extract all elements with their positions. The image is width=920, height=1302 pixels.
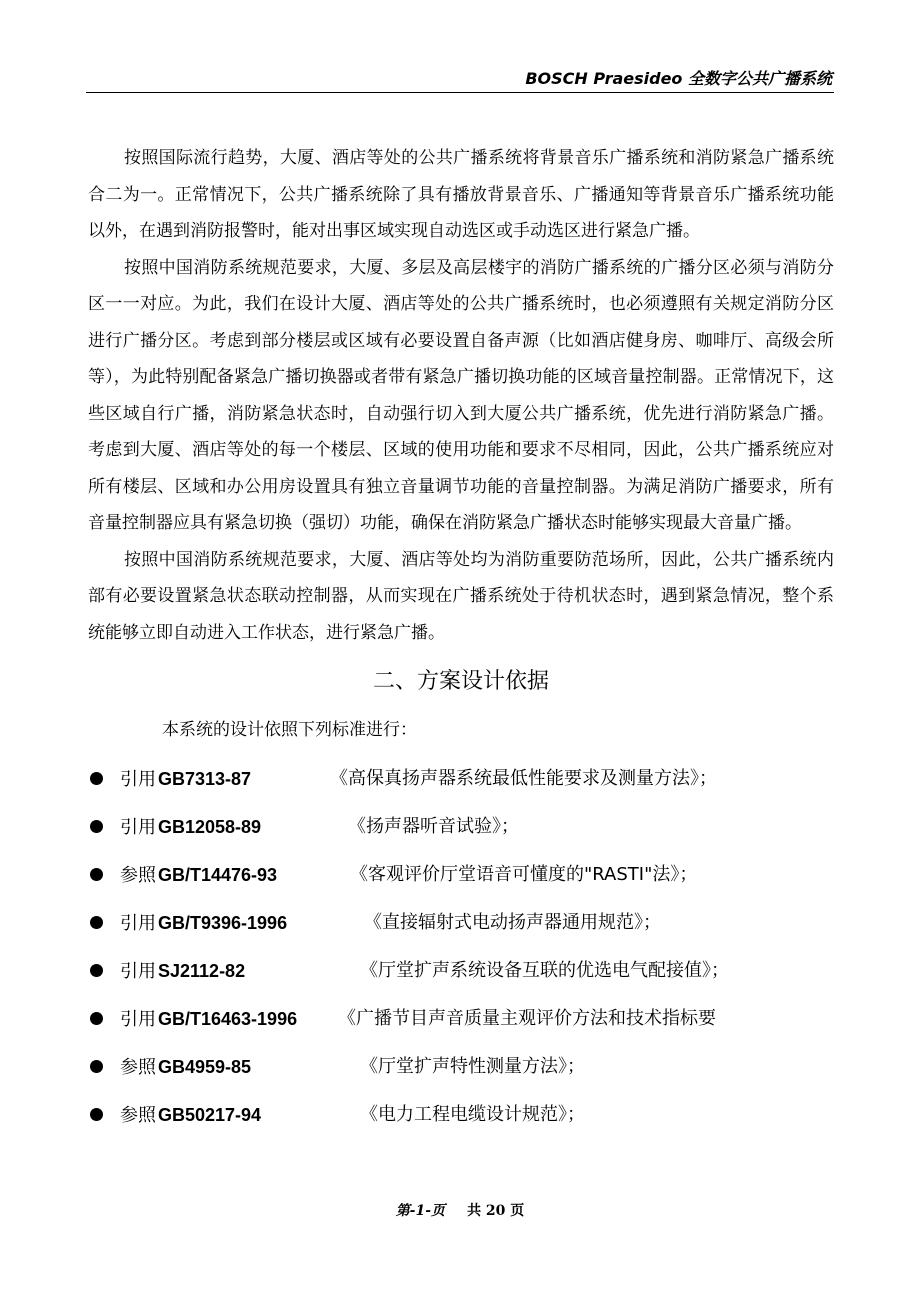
standard-verb: 引用 <box>120 769 156 790</box>
header-rule <box>86 92 834 93</box>
standard-ref <box>120 803 261 852</box>
bullet-icon <box>90 868 103 881</box>
standard-code: SJ2112-82 <box>158 961 246 981</box>
standard-title: 《广播节目声音质量主观评价方法和技术指标要 <box>338 1008 716 1029</box>
standard-verb: 参照 <box>120 1105 156 1126</box>
standard-title: 《扬声器听音试验》； <box>348 816 519 837</box>
standard-code: GB7313-87 <box>158 769 252 789</box>
standard-title: 《电力工程电缆设计规范》； <box>360 1104 585 1125</box>
page-footer <box>0 1200 920 1220</box>
standard-ref <box>120 851 277 900</box>
bullet-icon <box>90 964 103 977</box>
section-intro: 本系统的设计依照下列标准进行： <box>162 720 417 740</box>
standards-list <box>88 755 834 1139</box>
standard-item <box>88 995 834 1043</box>
standard-title: 《厅堂扩声系统设备互联的优选电气配接值》； <box>360 960 729 981</box>
standard-title: 《直接辐射式电动扬声器通用规范》； <box>364 912 661 933</box>
standard-ref <box>120 1091 261 1140</box>
standard-code: GB12058-89 <box>158 817 262 837</box>
standard-title: 《高保真扬声器系统最低性能要求及测量方法》； <box>330 768 717 789</box>
section-heading: 二、方案设计依据 <box>372 669 549 694</box>
standard-item <box>88 1043 834 1091</box>
standard-item <box>88 1091 834 1139</box>
paragraph-3: 按照中国消防系统规范要求，大厦、酒店等处均为消防重要防范场所，因此，公共广播系统内部有必要设置紧急状态联动控制器，从而实现在广播系统处于待机状态时，遇到紧急情况，整个系统能够立即自动进入工作状态，进行紧急广播。 <box>88 549 834 643</box>
standard-verb: 参照 <box>120 865 156 886</box>
standard-verb: 引用 <box>120 1009 156 1030</box>
bullet-icon <box>90 1060 103 1073</box>
standard-ref <box>120 947 245 996</box>
page-total: 共 20 页 <box>467 1203 525 1219</box>
standard-title: 《客观评价厅堂语音可懂度的"RASTI"法》； <box>350 864 698 885</box>
standard-verb: 引用 <box>120 961 156 982</box>
standard-verb: 引用 <box>120 817 156 838</box>
running-header: BOSCH Praesideo 全数字公共广播系统 <box>525 69 832 88</box>
bullet-icon <box>90 772 103 785</box>
standard-ref <box>120 1043 251 1092</box>
standard-code: GB/T14476-93 <box>158 865 278 885</box>
document-body <box>88 140 834 1139</box>
bullet-icon <box>90 820 103 833</box>
standard-code: GB50217-94 <box>158 1105 262 1125</box>
standard-title: 《厅堂扩声特性测量方法》； <box>360 1056 585 1077</box>
standard-ref <box>120 899 287 948</box>
standard-item <box>88 803 834 851</box>
standard-verb: 引用 <box>120 913 156 934</box>
standard-code: GB/T16463-1996 <box>158 1009 298 1029</box>
standard-item <box>88 755 834 803</box>
standard-code: GB/T9396-1996 <box>158 913 288 933</box>
standard-ref <box>120 995 297 1044</box>
standard-item <box>88 851 834 899</box>
bullet-icon <box>90 916 103 929</box>
paragraph-2: 按照中国消防系统规范要求，大厦、多层及高层楼宇的消防广播系统的广播分区必须与消防分区一一对应。为此，我们在设计大厦、酒店等处的公共广播系统时，也必须遵照有关规定消防分区进行广播分区。考虑到部分楼层或区域有必要设置自备声源（比如酒店健身房、咖啡厅、高级会所等），为此特别配备紧急广播切换器或者带有紧急广播切换功能的区域音量控制器。正常情况下，这些区域自行广播，消防紧急状态时，自动强行切入到大厦公共广播系统，优先进行消防紧急广播。考虑到大厦、酒店等处的每一个楼层、区域的使用功能和要求不尽相同，因此，公共广播系统应对所有楼层、区域和办公用房设置具有独立音量调节功能的音量控制器。为满足消防广播要求，所有音量控制器应具有紧急切换（强切）功能，确保在消防紧急广播状态时能够实现最大音量广播。 <box>88 257 834 533</box>
standard-verb: 参照 <box>120 1057 156 1078</box>
standard-item <box>88 899 834 947</box>
bullet-icon <box>90 1108 103 1121</box>
standard-item <box>88 947 834 995</box>
bullet-icon <box>90 1012 103 1025</box>
standard-ref <box>120 755 251 804</box>
standard-code: GB4959-85 <box>158 1057 252 1077</box>
page-number: 第-1-页 <box>395 1203 446 1219</box>
paragraph-1: 按照国际流行趋势，大厦、酒店等处的公共广播系统将背景音乐广播系统和消防紧急广播系统合二为一。正常情况下，公共广播系统除了具有播放背景音乐、广播通知等背景音乐广播系统功能以外，在遇到消防报警时，能对出事区域实现自动选区或手动选区进行紧急广播。 <box>88 148 834 241</box>
